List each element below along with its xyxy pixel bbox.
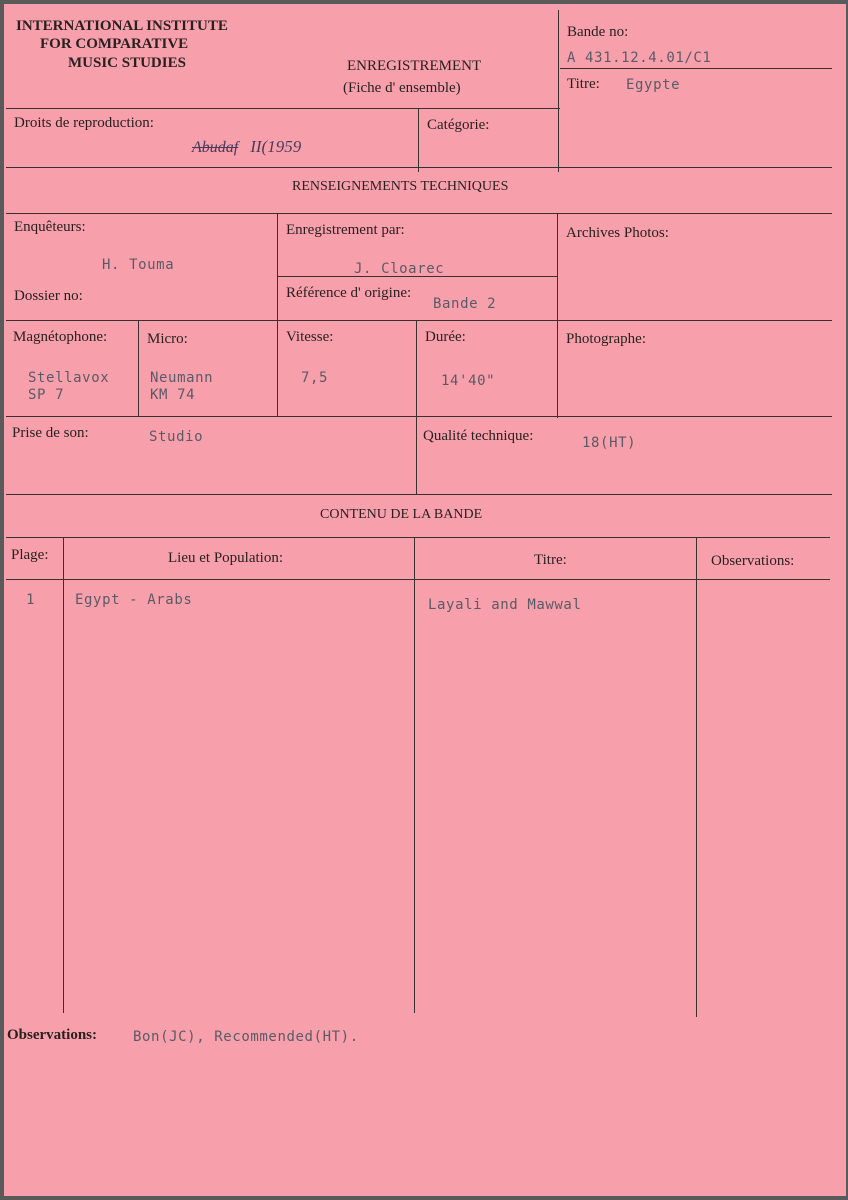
institute-name-line-1: INTERNATIONAL INSTITUTE [16, 18, 228, 34]
divider [416, 320, 417, 494]
rights-struck-text: Abudaf [192, 139, 239, 156]
observations-label: Observations: [7, 1027, 97, 1043]
reference-label: Référence d' origine: [286, 285, 412, 301]
divider [277, 213, 278, 416]
form-title: ENREGISTREMENT [347, 58, 482, 74]
categorie-label: Catégorie: [427, 117, 490, 133]
enregistrement-value: J. Cloarec [354, 261, 445, 277]
divider [418, 108, 419, 172]
content-section-title: CONTENU DE LA BANDE [320, 507, 483, 522]
row-titre: Layali and Mawwal [428, 597, 582, 613]
col-header-plage: Plage: [11, 547, 49, 563]
divider [414, 537, 415, 1013]
rights-handwritten-note [192, 137, 301, 157]
observations-value: Bon(JC), Recommended(HT). [133, 1029, 359, 1045]
col-header-observations: Observations: [711, 553, 795, 569]
magnetophone-value-line-1: Stellavox [28, 370, 110, 386]
divider [6, 416, 832, 417]
divider [696, 537, 697, 1017]
divider [138, 320, 139, 416]
magnetophone-label: Magnétophone: [13, 329, 108, 345]
micro-value-line-2: KM 74 [150, 387, 196, 403]
enqueteurs-label: Enquêteurs: [14, 219, 86, 235]
dossier-label: Dossier no: [14, 288, 83, 304]
col-header-titre: Titre: [534, 552, 567, 568]
reference-value: Bande 2 [433, 296, 497, 312]
divider [560, 68, 832, 69]
qualite-value: 18(HT) [582, 435, 637, 451]
divider [6, 537, 830, 538]
divider [6, 494, 832, 495]
row-plage: 1 [26, 592, 36, 608]
divider [6, 167, 832, 168]
divider [557, 213, 558, 418]
rights-label: Droits de reproduction: [14, 115, 154, 131]
titre-value: Egypte [626, 77, 681, 93]
divider [558, 10, 559, 172]
vitesse-label: Vitesse: [286, 329, 334, 345]
rights-handwritten-date: II(1959 [250, 137, 302, 156]
prise-de-son-value: Studio [149, 429, 204, 445]
institute-name-line-2: FOR COMPARATIVE [40, 36, 189, 52]
bande-value: A 431.12.4.01/C1 [567, 50, 712, 66]
duree-value: 14'40" [441, 373, 496, 389]
duree-label: Durée: [425, 329, 466, 345]
divider [6, 213, 832, 214]
qualite-label: Qualité technique: [423, 428, 534, 444]
titre-label: Titre: [567, 76, 600, 92]
enregistrement-label: Enregistrement par: [286, 222, 405, 238]
divider [6, 579, 830, 580]
micro-label: Micro: [147, 331, 188, 347]
form-subtitle: (Fiche d' ensemble) [343, 80, 461, 96]
technical-section-title: RENSEIGNEMENTS TECHNIQUES [292, 179, 509, 194]
micro-value-line-1: Neumann [150, 370, 214, 386]
archives-label: Archives Photos: [566, 225, 669, 241]
magnetophone-value-line-2: SP 7 [28, 387, 65, 403]
institute-name-line-3: MUSIC STUDIES [68, 55, 186, 71]
divider [6, 108, 560, 109]
enqueteurs-value: H. Touma [102, 257, 175, 273]
divider [63, 537, 64, 1013]
archive-card [4, 4, 846, 1196]
divider [6, 320, 832, 321]
prise-de-son-label: Prise de son: [12, 425, 89, 441]
vitesse-value: 7,5 [301, 370, 329, 386]
photographe-label: Photographe: [566, 331, 646, 347]
row-lieu: Egypt - Arabs [75, 592, 193, 608]
bande-label: Bande no: [567, 24, 629, 40]
col-header-lieu: Lieu et Population: [168, 550, 283, 566]
